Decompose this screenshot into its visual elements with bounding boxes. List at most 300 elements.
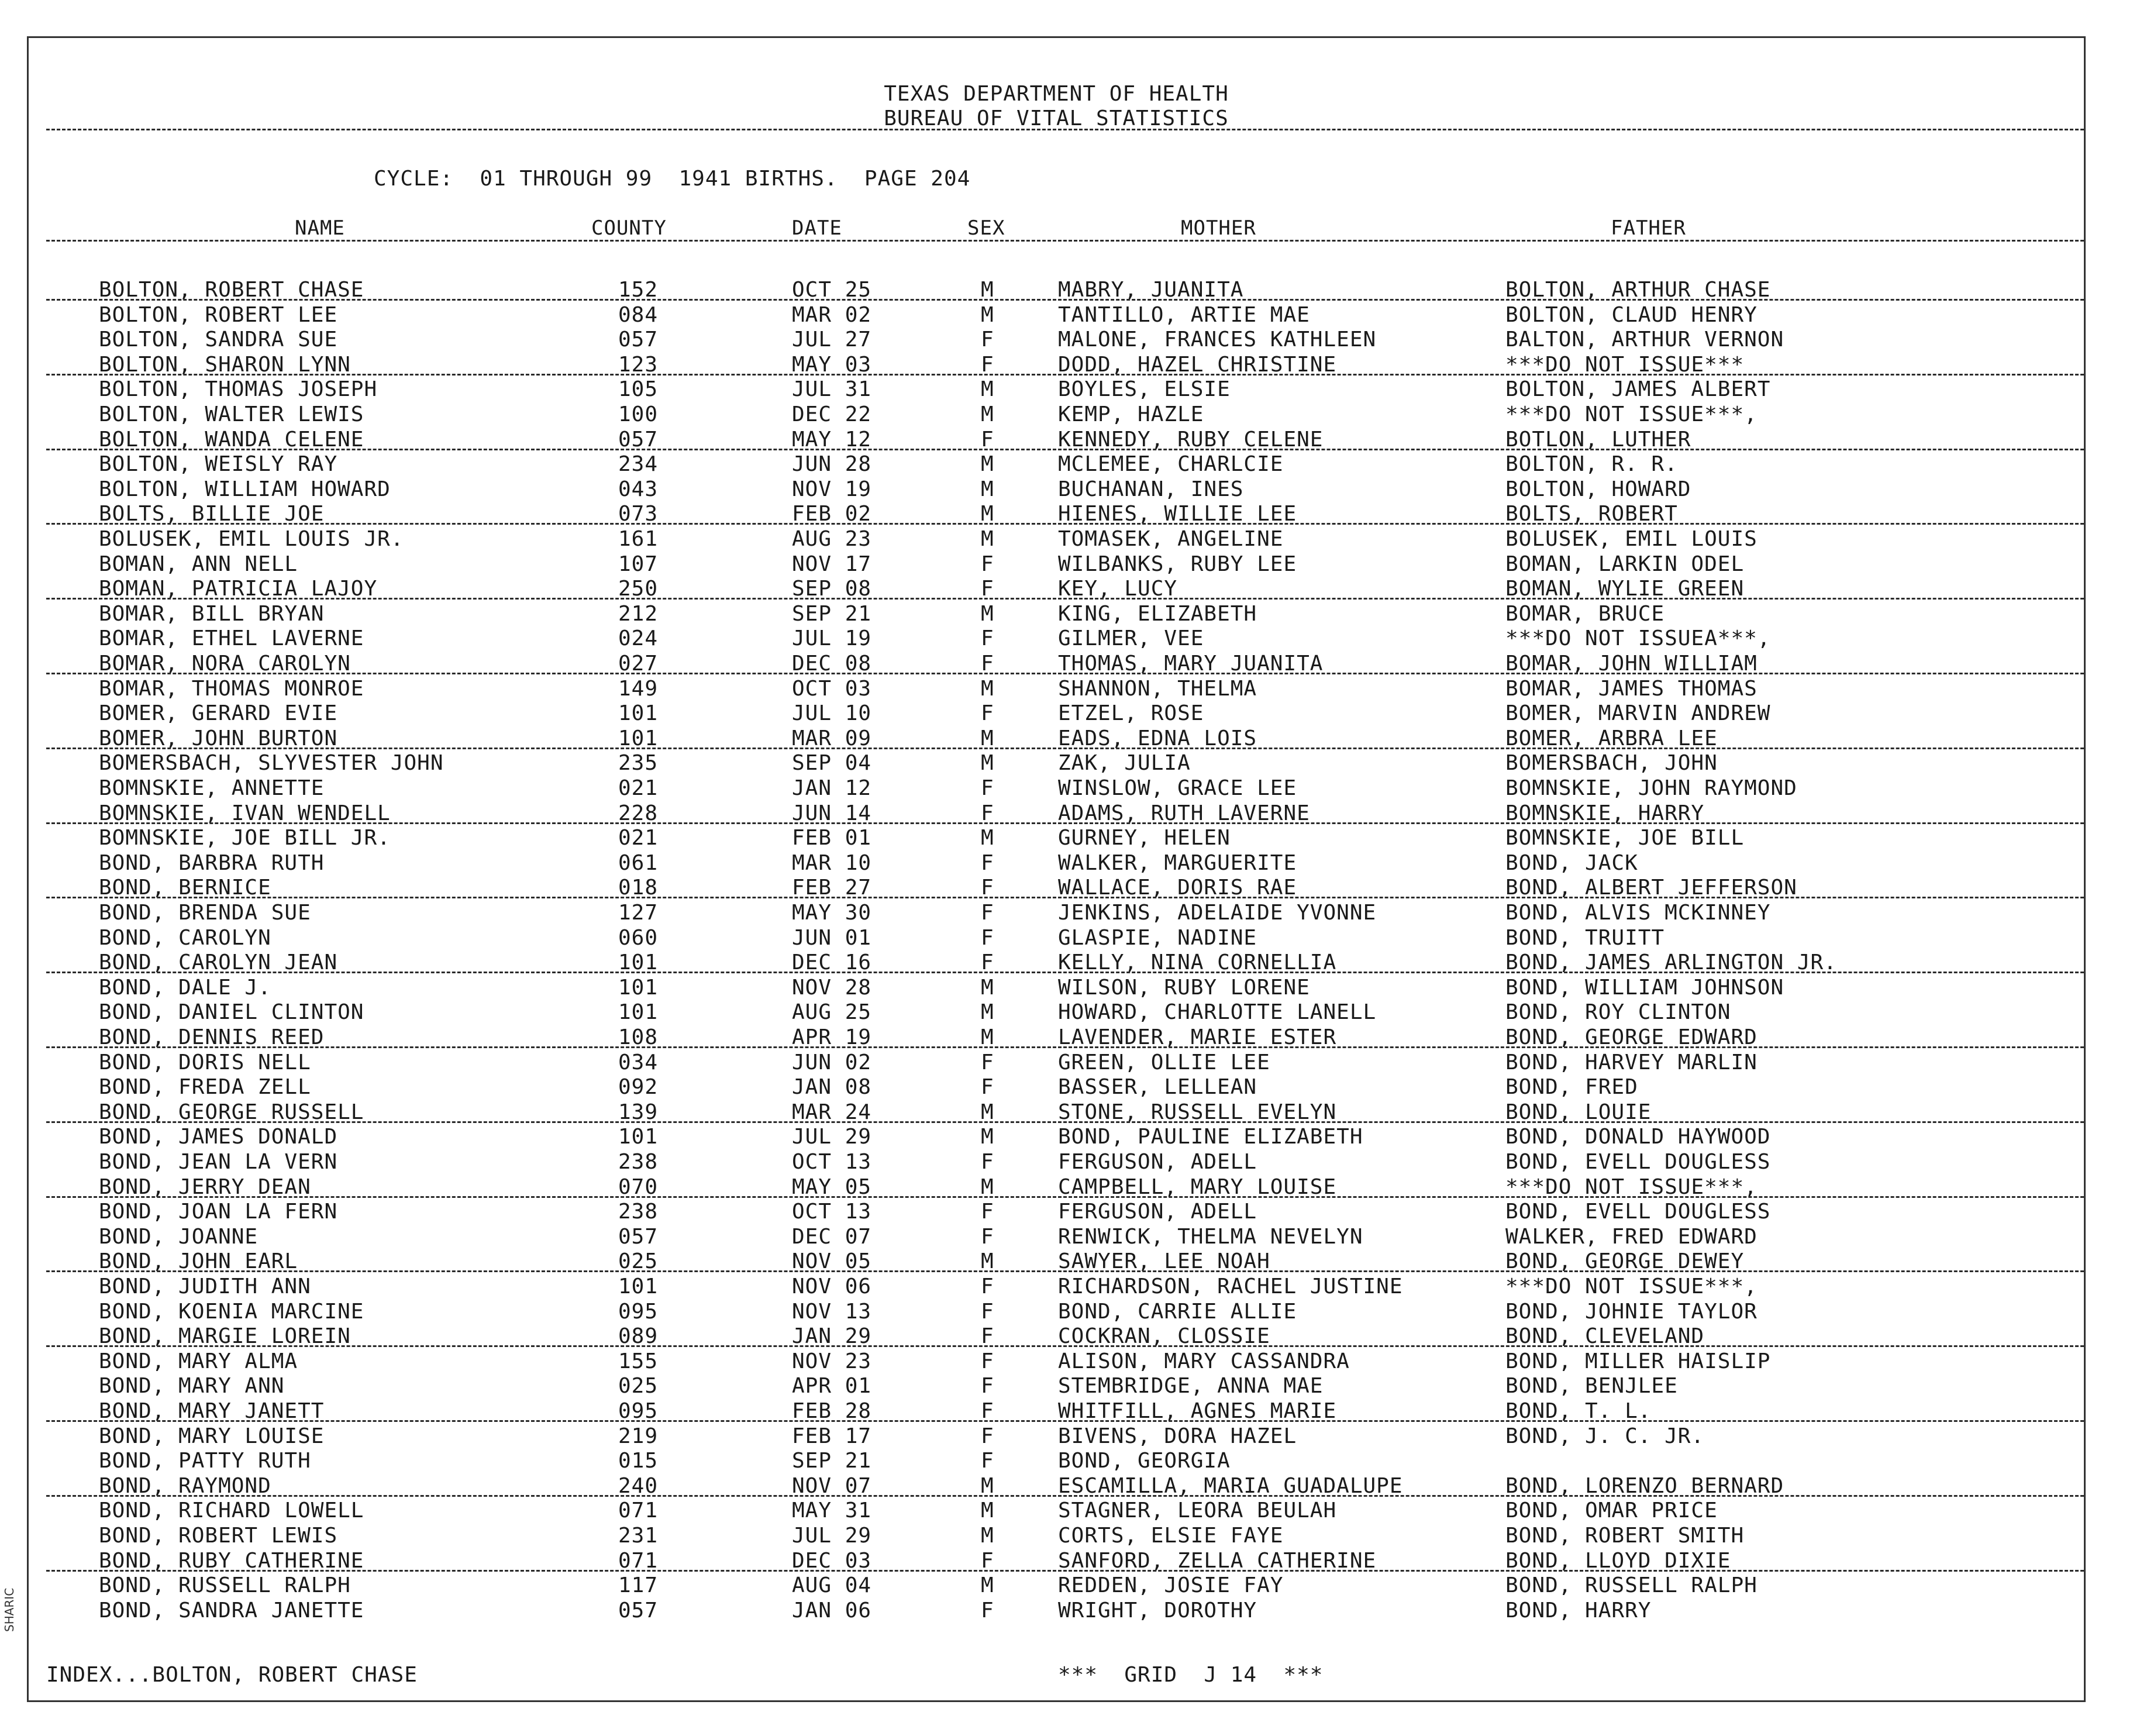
record-date: AUG 23 bbox=[792, 527, 872, 551]
record-mother: FERGUSON, ADELL bbox=[1058, 1200, 1257, 1224]
record-date: FEB 02 bbox=[792, 502, 872, 526]
record-row bbox=[29, 851, 2084, 876]
record-sex: F bbox=[981, 950, 994, 975]
record-mother: ZAK, JULIA bbox=[1058, 751, 1191, 776]
record-county: 100 bbox=[618, 402, 659, 426]
record-row bbox=[29, 303, 2084, 328]
record-father: BOLUSEK, EMIL LOUIS bbox=[1505, 527, 1758, 551]
record-sex: F bbox=[981, 776, 994, 800]
record-row bbox=[29, 1524, 2084, 1548]
record-father: BOND, JACK bbox=[1505, 850, 1638, 875]
record-sex: F bbox=[981, 850, 994, 875]
record-county: 123 bbox=[618, 352, 659, 377]
record-father: BOND, WILLIAM JOHNSON bbox=[1505, 975, 1784, 1000]
record-date: SEP 21 bbox=[792, 1449, 872, 1473]
record-county: 234 bbox=[618, 452, 659, 477]
record-county: 095 bbox=[618, 1299, 659, 1324]
record-sex: M bbox=[981, 302, 994, 327]
record-county: 095 bbox=[618, 1399, 659, 1423]
record-date: FEB 01 bbox=[792, 826, 872, 850]
record-date: DEC 03 bbox=[792, 1548, 872, 1573]
record-mother: GILMER, VEE bbox=[1058, 626, 1204, 651]
record-sex: F bbox=[981, 1050, 994, 1074]
record-row bbox=[29, 1175, 2084, 1200]
record-county: 057 bbox=[618, 1224, 659, 1249]
record-father: BOND, EVELL DOUGLESS bbox=[1505, 1150, 1771, 1174]
record-sex: F bbox=[981, 801, 994, 825]
record-father: BOND, BENJLEE bbox=[1505, 1374, 1678, 1399]
record-sex: M bbox=[981, 1025, 994, 1049]
record-row bbox=[29, 402, 2084, 427]
record-father: BOND, LORENZO BERNARD bbox=[1505, 1473, 1784, 1498]
record-mother: ADAMS, RUTH LAVERNE bbox=[1058, 801, 1310, 825]
record-father: BOMAR, BRUCE bbox=[1505, 601, 1665, 626]
record-father: BOMNSKIE, JOE BILL bbox=[1505, 826, 1745, 850]
record-date: MAY 31 bbox=[792, 1499, 872, 1523]
record-name: BOMNSKIE, ANNETTE bbox=[99, 776, 325, 800]
record-county: 071 bbox=[618, 1499, 659, 1523]
record-row bbox=[29, 1075, 2084, 1100]
record-father: ***DO NOT ISSUE***, bbox=[1505, 402, 1758, 426]
record-mother: STONE, RUSSELL EVELYN bbox=[1058, 1100, 1337, 1124]
record-name: BOMAR, ETHEL LAVERNE bbox=[99, 626, 364, 651]
record-father: BOLTON, R. R. bbox=[1505, 452, 1678, 477]
record-name: BOND, MARY LOUISE bbox=[99, 1424, 325, 1448]
col-header-sex: SEX bbox=[967, 216, 1005, 240]
record-row bbox=[29, 976, 2084, 1000]
record-name: BOND, ROBERT LEWIS bbox=[99, 1524, 338, 1548]
record-mother: GURNEY, HELEN bbox=[1058, 826, 1231, 850]
record-father: BOND, OMAR PRICE bbox=[1505, 1499, 1718, 1523]
department-title: TEXAS DEPARTMENT OF HEALTH bbox=[884, 82, 1229, 106]
record-row bbox=[29, 1249, 2084, 1274]
record-date: SEP 08 bbox=[792, 577, 872, 601]
record-name: BOND, BARBRA RUTH bbox=[99, 850, 325, 875]
record-mother: BOND, PAULINE ELIZABETH bbox=[1058, 1125, 1363, 1149]
record-county: 027 bbox=[618, 652, 659, 676]
record-sex: F bbox=[981, 1399, 994, 1423]
record-date: JUN 02 bbox=[792, 1050, 872, 1074]
record-date: JUL 27 bbox=[792, 328, 872, 352]
record-sex: F bbox=[981, 1075, 994, 1100]
record-sex: M bbox=[981, 527, 994, 551]
record-father: BOMERSBACH, JOHN bbox=[1505, 751, 1718, 776]
record-sex: F bbox=[981, 1200, 994, 1224]
record-sex: F bbox=[981, 1548, 994, 1573]
record-sex: M bbox=[981, 502, 994, 526]
record-sex: M bbox=[981, 751, 994, 776]
record-date: OCT 03 bbox=[792, 676, 872, 701]
record-row bbox=[29, 1324, 2084, 1349]
record-row bbox=[29, 477, 2084, 502]
record-mother: WALKER, MARGUERITE bbox=[1058, 850, 1297, 875]
record-date: DEC 16 bbox=[792, 950, 872, 975]
record-father: BOND, MILLER HAISLIP bbox=[1505, 1349, 1771, 1373]
record-sex: M bbox=[981, 975, 994, 1000]
record-county: 250 bbox=[618, 577, 659, 601]
record-sex: F bbox=[981, 1449, 994, 1473]
record-name: BOND, BRENDA SUE bbox=[99, 901, 311, 925]
record-date: NOV 23 bbox=[792, 1349, 872, 1373]
record-mother: TANTILLO, ARTIE MAE bbox=[1058, 302, 1310, 327]
record-row bbox=[29, 1300, 2084, 1324]
record-name: BOMNSKIE, JOE BILL JR. bbox=[99, 826, 391, 850]
record-sex: M bbox=[981, 402, 994, 426]
record-name: BOMAN, ANN NELL bbox=[99, 552, 298, 576]
record-father: BOND, LOUIE bbox=[1505, 1100, 1652, 1124]
record-row bbox=[29, 1150, 2084, 1174]
col-header-date: DATE bbox=[792, 216, 842, 240]
record-father: BOND, HARRY bbox=[1505, 1598, 1652, 1623]
record-county: 101 bbox=[618, 950, 659, 975]
record-date: NOV 07 bbox=[792, 1473, 872, 1498]
record-date: MAR 09 bbox=[792, 726, 872, 750]
record-date: NOV 05 bbox=[792, 1249, 872, 1274]
record-county: 155 bbox=[618, 1349, 659, 1373]
record-name: BOND, JOANNE bbox=[99, 1224, 259, 1249]
record-sex: M bbox=[981, 477, 994, 501]
record-sex: M bbox=[981, 826, 994, 850]
record-name: BOND, MARY ANN bbox=[99, 1374, 285, 1399]
record-mother: GREEN, OLLIE LEE bbox=[1058, 1050, 1270, 1074]
record-sex: F bbox=[981, 876, 994, 900]
record-father: BOND, TRUITT bbox=[1505, 925, 1665, 950]
record-county: 021 bbox=[618, 826, 659, 850]
record-sex: M bbox=[981, 1473, 994, 1498]
record-sex: M bbox=[981, 1100, 994, 1124]
record-mother: BOYLES, ELSIE bbox=[1058, 377, 1231, 402]
record-date: JAN 29 bbox=[792, 1324, 872, 1349]
record-mother: CORTS, ELSIE FAYE bbox=[1058, 1524, 1284, 1548]
record-father: ***DO NOT ISSUEA***, bbox=[1505, 626, 1771, 651]
record-mother: BIVENS, DORA HAZEL bbox=[1058, 1424, 1297, 1448]
record-county: 101 bbox=[618, 1000, 659, 1025]
record-sex: F bbox=[981, 652, 994, 676]
record-name: BOND, DALE J. bbox=[99, 975, 271, 1000]
record-row bbox=[29, 677, 2084, 701]
record-father: BOND, GEORGE EDWARD bbox=[1505, 1025, 1758, 1049]
record-mother: WALLACE, DORIS RAE bbox=[1058, 876, 1297, 900]
record-row bbox=[29, 377, 2084, 402]
cycle-line: CYCLE: 01 THROUGH 99 1941 BIRTHS. PAGE 204 bbox=[374, 167, 971, 191]
record-date: JUN 14 bbox=[792, 801, 872, 825]
record-father: BOLTON, JAMES ALBERT bbox=[1505, 377, 1771, 402]
record-sex: M bbox=[981, 1174, 994, 1199]
record-name: BOND, DENNIS REED bbox=[99, 1025, 325, 1049]
record-county: 057 bbox=[618, 427, 659, 452]
record-name: BOND, PATTY RUTH bbox=[99, 1449, 311, 1473]
record-father: BOMNSKIE, JOHN RAYMOND bbox=[1505, 776, 1797, 800]
record-county: 152 bbox=[618, 278, 659, 302]
record-row bbox=[29, 452, 2084, 477]
record-row bbox=[29, 950, 2084, 975]
record-mother: WILBANKS, RUBY LEE bbox=[1058, 552, 1297, 576]
record-father: BOMER, ARBRA LEE bbox=[1505, 726, 1718, 750]
record-sex: M bbox=[981, 601, 994, 626]
record-county: 018 bbox=[618, 876, 659, 900]
record-sex: F bbox=[981, 1150, 994, 1174]
record-sex: M bbox=[981, 1573, 994, 1598]
record-father: BOMAN, LARKIN ODEL bbox=[1505, 552, 1745, 576]
record-mother: MABRY, JUANITA bbox=[1058, 278, 1244, 302]
record-father: BOND, EVELL DOUGLESS bbox=[1505, 1200, 1771, 1224]
record-name: BOLTON, SANDRA SUE bbox=[99, 328, 338, 352]
record-county: 061 bbox=[618, 850, 659, 875]
record-county: 071 bbox=[618, 1548, 659, 1573]
record-sex: F bbox=[981, 352, 994, 377]
record-father: BOND, GEORGE DEWEY bbox=[1505, 1249, 1745, 1274]
record-date: APR 19 bbox=[792, 1025, 872, 1049]
record-date: FEB 28 bbox=[792, 1399, 872, 1423]
col-header-father: FATHER bbox=[1611, 216, 1686, 240]
record-date: JUL 19 bbox=[792, 626, 872, 651]
col-header-mother: MOTHER bbox=[1181, 216, 1256, 240]
record-name: BOND, MARGIE LOREIN bbox=[99, 1324, 351, 1349]
record-date: FEB 27 bbox=[792, 876, 872, 900]
record-mother: KEY, LUCY bbox=[1058, 577, 1178, 601]
index-footer: INDEX...BOLTON, ROBERT CHASE bbox=[46, 1663, 418, 1687]
record-father: BOND, J. C. JR. bbox=[1505, 1424, 1705, 1448]
record-row bbox=[29, 652, 2084, 676]
record-county: 108 bbox=[618, 1025, 659, 1049]
record-mother: RICHARDSON, RACHEL JUSTINE bbox=[1058, 1275, 1403, 1298]
record-father: BOND, HARVEY MARLIN bbox=[1505, 1050, 1758, 1074]
record-county: 034 bbox=[618, 1050, 659, 1074]
record-county: 057 bbox=[618, 1598, 659, 1623]
record-father: BOLTS, ROBERT bbox=[1505, 502, 1678, 526]
record-mother: STEMBRIDGE, ANNA MAE bbox=[1058, 1374, 1324, 1399]
record-row bbox=[29, 602, 2084, 626]
record-sex: F bbox=[981, 328, 994, 352]
record-sex: M bbox=[981, 1000, 994, 1025]
record-date: APR 01 bbox=[792, 1374, 872, 1399]
record-row bbox=[29, 1100, 2084, 1125]
record-county: 240 bbox=[618, 1473, 659, 1498]
record-name: BOMERSBACH, SLYVESTER JOHN bbox=[99, 751, 444, 776]
record-row bbox=[29, 726, 2084, 751]
record-county: 219 bbox=[618, 1424, 659, 1448]
record-name: BOMNSKIE, IVAN WENDELL bbox=[99, 801, 391, 825]
record-county: 089 bbox=[618, 1324, 659, 1349]
record-mother: COCKRAN, CLOSSIE bbox=[1058, 1324, 1270, 1349]
record-name: BOND, RAYMOND bbox=[99, 1473, 271, 1498]
record-father: BOND, RUSSELL RALPH bbox=[1505, 1573, 1758, 1598]
record-father: BOMAN, WYLIE GREEN bbox=[1505, 577, 1745, 601]
record-father: BOND, DONALD HAYWOOD bbox=[1505, 1125, 1771, 1149]
record-county: 238 bbox=[618, 1200, 659, 1224]
record-mother: KELLY, NINA CORNELLIA bbox=[1058, 950, 1337, 975]
record-county: 060 bbox=[618, 925, 659, 950]
record-mother: SAWYER, LEE NOAH bbox=[1058, 1249, 1270, 1274]
record-row bbox=[29, 1025, 2084, 1050]
record-sex: F bbox=[981, 552, 994, 576]
record-name: BOLTS, BILLIE JOE bbox=[99, 502, 325, 526]
record-name: BOND, JERRY DEAN bbox=[99, 1174, 311, 1199]
record-name: BOND, DANIEL CLINTON bbox=[99, 1000, 364, 1025]
record-sex: M bbox=[981, 377, 994, 402]
record-date: NOV 17 bbox=[792, 552, 872, 576]
record-sex: F bbox=[981, 1299, 994, 1324]
record-row bbox=[29, 776, 2084, 801]
record-county: 101 bbox=[618, 1275, 659, 1298]
record-father: BOND, JAMES ARLINGTON JR. bbox=[1505, 950, 1837, 975]
record-name: BOMAR, BILL BRYAN bbox=[99, 601, 325, 626]
record-name: BOND, BERNICE bbox=[99, 876, 271, 900]
record-mother: WHITFILL, AGNES MARIE bbox=[1058, 1399, 1337, 1423]
record-county: 101 bbox=[618, 975, 659, 1000]
record-name: BOLTON, ROBERT CHASE bbox=[99, 278, 364, 302]
record-mother: KING, ELIZABETH bbox=[1058, 601, 1257, 626]
record-mother: HIENES, WILLIE LEE bbox=[1058, 502, 1297, 526]
record-mother: BUCHANAN, INES bbox=[1058, 477, 1244, 501]
record-row bbox=[29, 1275, 2084, 1299]
record-father: BOMNSKIE, HARRY bbox=[1505, 801, 1705, 825]
record-date: MAY 30 bbox=[792, 901, 872, 925]
record-row bbox=[29, 926, 2084, 950]
col-header-county: COUNTY bbox=[591, 216, 667, 240]
record-name: BOND, JUDITH ANN bbox=[99, 1275, 311, 1298]
record-mother: SANFORD, ZELLA CATHERINE bbox=[1058, 1548, 1377, 1573]
record-date: JAN 12 bbox=[792, 776, 872, 800]
record-row bbox=[29, 552, 2084, 577]
record-sex: F bbox=[981, 1224, 994, 1249]
record-date: NOV 28 bbox=[792, 975, 872, 1000]
record-sex: M bbox=[981, 1249, 994, 1274]
record-county: 101 bbox=[618, 1125, 659, 1149]
record-name: BOND, JAMES DONALD bbox=[99, 1125, 338, 1149]
record-name: BOMAR, THOMAS MONROE bbox=[99, 676, 364, 701]
record-father: ***DO NOT ISSUE***, bbox=[1505, 1174, 1758, 1199]
record-father: BOMER, MARVIN ANDREW bbox=[1505, 701, 1771, 726]
record-date: MAY 05 bbox=[792, 1174, 872, 1199]
record-date: JUL 29 bbox=[792, 1524, 872, 1548]
record-father: BOLTON, HOWARD bbox=[1505, 477, 1691, 501]
record-name: BOMAN, PATRICIA LAJOY bbox=[99, 577, 378, 601]
record-father: BOND, ALVIS MCKINNEY bbox=[1505, 901, 1771, 925]
record-row bbox=[29, 901, 2084, 925]
record-date: MAY 03 bbox=[792, 352, 872, 377]
record-county: 212 bbox=[618, 601, 659, 626]
record-mother: FERGUSON, ADELL bbox=[1058, 1150, 1257, 1174]
record-father: BOND, FRED bbox=[1505, 1075, 1638, 1100]
record-date: MAY 12 bbox=[792, 427, 872, 452]
record-father: BALTON, ARTHUR VERNON bbox=[1505, 328, 1784, 352]
record-name: BOMER, GERARD EVIE bbox=[99, 701, 338, 726]
record-county: 101 bbox=[618, 726, 659, 750]
record-name: BOND, KOENIA MARCINE bbox=[99, 1299, 364, 1324]
record-mother: SHANNON, THELMA bbox=[1058, 676, 1257, 701]
record-mother: BOND, GEORGIA bbox=[1058, 1449, 1231, 1473]
record-county: 021 bbox=[618, 776, 659, 800]
record-county: 101 bbox=[618, 701, 659, 726]
record-father: ***DO NOT ISSUE***, bbox=[1505, 1275, 1758, 1298]
record-date: AUG 04 bbox=[792, 1573, 872, 1598]
record-date: MAR 10 bbox=[792, 850, 872, 875]
record-name: BOND, RICHARD LOWELL bbox=[99, 1499, 364, 1523]
record-mother: BOND, CARRIE ALLIE bbox=[1058, 1299, 1297, 1324]
record-row bbox=[29, 428, 2084, 452]
record-county: 084 bbox=[618, 302, 659, 327]
record-row bbox=[29, 801, 2084, 826]
record-date: NOV 19 bbox=[792, 477, 872, 501]
record-row bbox=[29, 1050, 2084, 1075]
record-county: 149 bbox=[618, 676, 659, 701]
record-row bbox=[29, 1499, 2084, 1523]
record-date: SEP 21 bbox=[792, 601, 872, 626]
register-sheet bbox=[27, 36, 2086, 1702]
record-name: BOND, DORIS NELL bbox=[99, 1050, 311, 1074]
grid-footer: *** GRID J 14 *** bbox=[1058, 1663, 1324, 1687]
record-name: BOMAR, NORA CAROLYN bbox=[99, 652, 351, 676]
record-row bbox=[29, 502, 2084, 526]
record-sex: M bbox=[981, 1499, 994, 1523]
record-county: 228 bbox=[618, 801, 659, 825]
record-father: WALKER, FRED EDWARD bbox=[1505, 1224, 1758, 1249]
record-father: BOND, LLOYD DIXIE bbox=[1505, 1548, 1731, 1573]
record-sex: F bbox=[981, 901, 994, 925]
record-mother: MCLEMEE, CHARLCIE bbox=[1058, 452, 1284, 477]
record-mother: ETZEL, ROSE bbox=[1058, 701, 1204, 726]
record-name: BOLTON, SHARON LYNN bbox=[99, 352, 351, 377]
record-name: BOND, CAROLYN bbox=[99, 925, 271, 950]
col-header-name: NAME bbox=[295, 216, 345, 240]
record-name: BOLTON, WILLIAM HOWARD bbox=[99, 477, 391, 501]
record-county: 139 bbox=[618, 1100, 659, 1124]
record-mother: WRIGHT, DOROTHY bbox=[1058, 1598, 1257, 1623]
record-mother: JENKINS, ADELAIDE YVONNE bbox=[1058, 901, 1377, 925]
record-date: JUN 28 bbox=[792, 452, 872, 477]
record-mother: KENNEDY, RUBY CELENE bbox=[1058, 427, 1324, 452]
record-name: BOND, MARY JANETT bbox=[99, 1399, 325, 1423]
record-county: 127 bbox=[618, 901, 659, 925]
record-mother: RENWICK, THELMA NEVELYN bbox=[1058, 1224, 1363, 1249]
record-sex: F bbox=[981, 1324, 994, 1349]
record-date: AUG 25 bbox=[792, 1000, 872, 1025]
record-sex: F bbox=[981, 1275, 994, 1298]
record-date: JAN 06 bbox=[792, 1598, 872, 1623]
record-father: BOLTON, CLAUD HENRY bbox=[1505, 302, 1758, 327]
record-county: 057 bbox=[618, 328, 659, 352]
record-name: BOLTON, WEISLY RAY bbox=[99, 452, 338, 477]
column-header-rule bbox=[46, 240, 2084, 242]
record-father: BOND, T. L. bbox=[1505, 1399, 1652, 1423]
record-county: 107 bbox=[618, 552, 659, 576]
record-sex: M bbox=[981, 726, 994, 750]
record-date: FEB 17 bbox=[792, 1424, 872, 1448]
record-sex: F bbox=[981, 427, 994, 452]
record-mother: ESCAMILLA, MARIA GUADALUPE bbox=[1058, 1473, 1403, 1498]
record-name: BOND, CAROLYN JEAN bbox=[99, 950, 338, 975]
record-row bbox=[29, 1125, 2084, 1149]
record-sex: F bbox=[981, 1598, 994, 1623]
record-mother: EADS, EDNA LOIS bbox=[1058, 726, 1257, 750]
record-row bbox=[29, 1599, 2084, 1623]
header-rule bbox=[46, 129, 2084, 130]
record-row bbox=[29, 751, 2084, 776]
record-sex: F bbox=[981, 626, 994, 651]
record-date: DEC 08 bbox=[792, 652, 872, 676]
record-county: 231 bbox=[618, 1524, 659, 1548]
record-mother: MALONE, FRANCES KATHLEEN bbox=[1058, 328, 1377, 352]
record-row bbox=[29, 1474, 2084, 1499]
record-father: BOND, ROY CLINTON bbox=[1505, 1000, 1731, 1025]
record-row bbox=[29, 1449, 2084, 1473]
record-county: 043 bbox=[618, 477, 659, 501]
record-row bbox=[29, 577, 2084, 601]
record-county: 092 bbox=[618, 1075, 659, 1100]
record-row bbox=[29, 701, 2084, 726]
record-date: JUL 10 bbox=[792, 701, 872, 726]
